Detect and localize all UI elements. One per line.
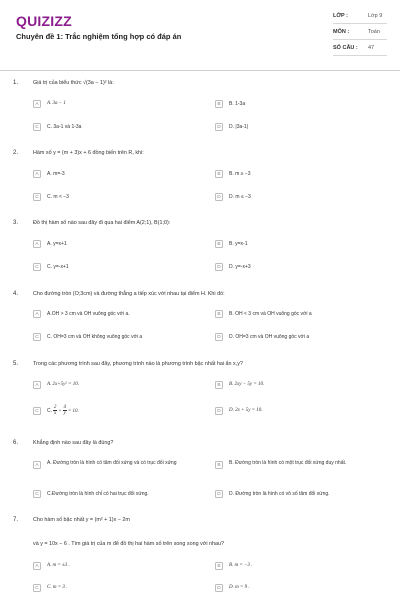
option-letter: A	[33, 562, 41, 570]
option-letter: D	[215, 333, 223, 341]
option-letter: D	[215, 123, 223, 131]
option-text: A.OH > 3 cm và OH vuông góc với a.	[47, 311, 130, 317]
option-letter: A	[33, 240, 41, 248]
option-text: C. OH=3 cm và OH không vuông góc với a	[47, 334, 143, 340]
fraction-numerator: 2	[53, 405, 57, 410]
option-letter: B	[215, 562, 223, 570]
question-text: Hàm số y = (m + 3)x + 6 đồng biến trên R, khi:	[33, 150, 144, 156]
option-text: B. m = −3 .	[229, 563, 253, 568]
option-letter: D	[215, 407, 223, 415]
option-text: A. y=x+1	[47, 241, 67, 247]
option-text: C. m = 3 .	[47, 585, 68, 590]
header-divider	[0, 70, 400, 71]
meta-divider	[333, 39, 387, 40]
option-text: C. y=-x+1	[47, 264, 69, 270]
option-letter: C	[33, 333, 41, 341]
fraction	[53, 405, 57, 416]
option-text: B. 2xy − 5y = 10.	[229, 382, 265, 387]
fraction-denominator: x	[54, 411, 57, 416]
option-letter: A	[33, 381, 41, 389]
option-text: C. $\frac{2}{x}$ + $\frac{4}{y}$ = 10.	[47, 405, 79, 416]
question-count-value: 47	[368, 45, 375, 51]
option-letter: C	[33, 490, 41, 498]
option-letter: C	[33, 193, 41, 201]
option-text: C. 3a-1 và 1-3a	[47, 124, 82, 130]
question-number: 7.	[13, 517, 19, 523]
grade-label: LỚP :	[333, 13, 348, 19]
option-letter: B	[215, 381, 223, 389]
question-number: 1.	[13, 80, 19, 86]
option-text: D. m = 9 .	[229, 585, 250, 590]
option-text: B. 1-3a	[229, 101, 246, 107]
subject-label: MÔN :	[333, 29, 350, 35]
option-text: C. m < −3	[47, 194, 69, 200]
page-title: Chuyên đề 1: Trắc nghiệm tổng hợp có đáp án	[16, 32, 182, 41]
option-letter: A	[33, 100, 41, 108]
question-text: Đồ thị hàm số nào sau đây đi qua hai điểm A(2;1), B(1;0):	[33, 220, 171, 226]
question-text: Cho đường tròn (O;3cm) và đường thẳng a tiếp xúc với nhau tại điểm H. Khi đó:	[33, 291, 225, 297]
quizizz-logo[interactable]: QUIZIZZ	[16, 13, 72, 29]
option-text: D. OH=3 cm và OH vuông góc với a	[229, 334, 310, 340]
option-text: D. Đường tròn là hình có vô số tâm đối xứng.	[229, 491, 330, 497]
option-text: B. Đường tròn là hình có một trục đối xứng duy nhất.	[229, 460, 347, 466]
option-tail: = 10.	[67, 408, 79, 414]
meta-divider	[333, 55, 387, 56]
fraction-numerator: 4	[63, 405, 67, 410]
option-text: C.Đường tròn là hình chỉ có hai trục đối xứng.	[47, 491, 149, 497]
option-letter: D	[215, 193, 223, 201]
question-number: 6.	[13, 440, 19, 446]
option-letter: A	[33, 310, 41, 318]
fraction-denominator: y	[63, 411, 66, 416]
option-letter: B	[215, 310, 223, 318]
option-text: D. y=-x+3	[229, 264, 251, 270]
worksheet-header	[0, 0, 400, 70]
option-text: B. OH < 3 cm và OH vuông góc với a	[229, 311, 312, 317]
option-text: B. m ≥ −3	[229, 171, 251, 177]
option-text: B. y=x-1	[229, 241, 248, 247]
question-text-continued: và y = 10x − 6 . Tìm giá trị của m để đồ thị hai hàm số trên song song với nhau?	[33, 541, 225, 547]
option-letter: A	[33, 461, 41, 469]
question-text: Trong các phương trình sau đây, phương trình nào là phương trình bậc nhất hai ẩn x,y?	[33, 361, 243, 367]
question-number: 2.	[13, 150, 19, 156]
question-count-label: SỐ CÂU :	[333, 45, 358, 51]
question-text: Giá trị của biểu thức √(3a − 1)² là:	[33, 80, 114, 86]
fraction	[63, 405, 67, 416]
option-text: A. m = ±3 .	[47, 563, 70, 568]
option-prefix: C.	[47, 407, 52, 414]
option-text: A. Đường tròn là hình có tâm đối xứng và có trục đối xứng	[47, 460, 177, 466]
option-letter: B	[215, 170, 223, 178]
question-number: 5.	[13, 361, 19, 367]
question-text: Cho hàm số bậc nhất y = (m² + 1)x − 2m	[33, 517, 130, 523]
subject-value: Toán	[368, 29, 380, 35]
option-letter: C	[33, 123, 41, 131]
option-text: D. m ≤ −3	[229, 194, 251, 200]
option-letter: C	[33, 407, 41, 415]
meta-divider	[333, 23, 387, 24]
option-letter: C	[33, 263, 41, 271]
option-letter: B	[215, 100, 223, 108]
question-number: 4.	[13, 291, 19, 297]
option-text: D. 2x + 5y = 10.	[229, 408, 263, 413]
option-letter: A	[33, 170, 41, 178]
option-letter: B	[215, 461, 223, 469]
option-letter: C	[33, 584, 41, 592]
option-letter: B	[215, 240, 223, 248]
option-text: A. 3a − 1	[47, 101, 66, 106]
question-text: Khẳng định nào sau đây là đúng?	[33, 440, 114, 446]
option-letter: D	[215, 490, 223, 498]
option-text: A. m=-3	[47, 171, 65, 177]
option-text: A. 2x+5y² = 10.	[47, 382, 79, 387]
option-letter: D	[215, 263, 223, 271]
grade-value: Lớp 9	[368, 13, 383, 19]
question-number: 3.	[13, 220, 19, 226]
option-text: D. |3a-1|	[229, 124, 248, 130]
option-letter: D	[215, 584, 223, 592]
